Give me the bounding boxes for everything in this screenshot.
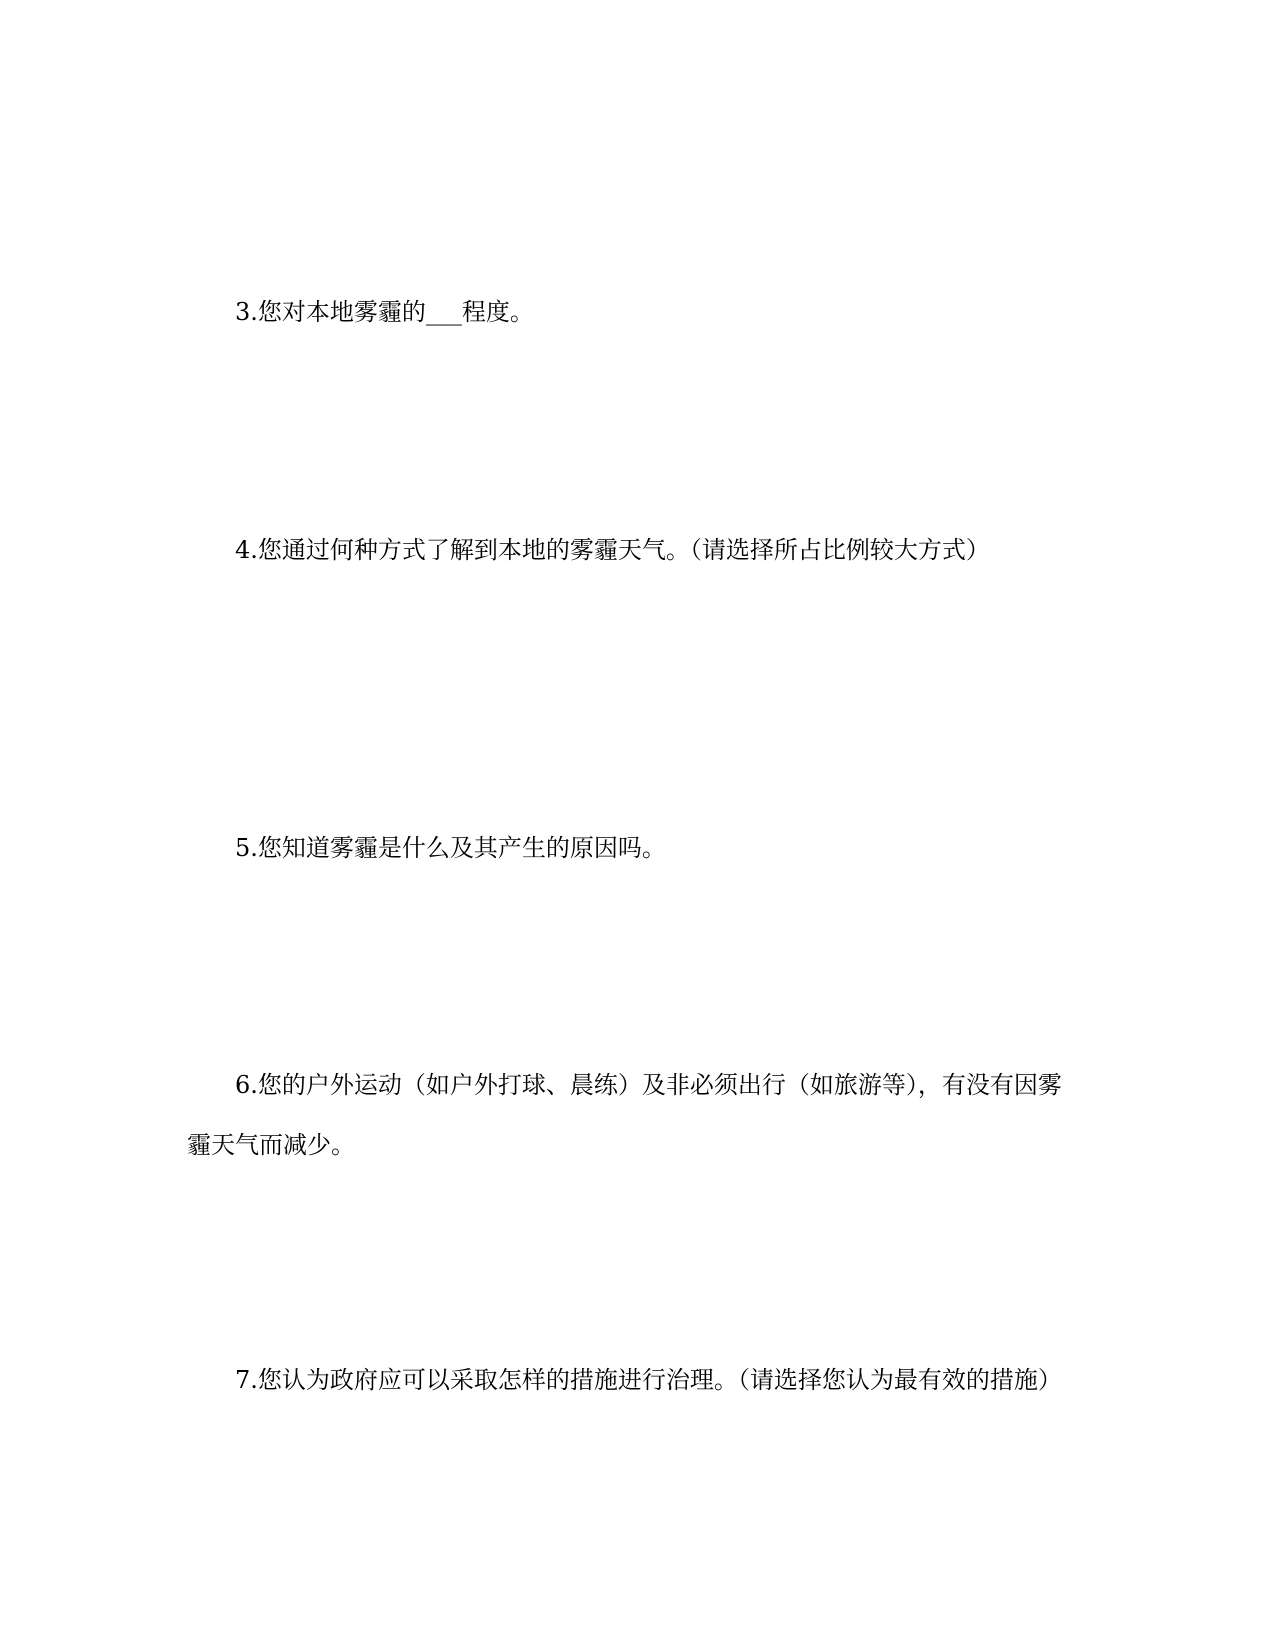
question-7: 7.您认为政府应可以采取怎样的措施进行治理。（请选择您认为最有效的措施） bbox=[235, 1366, 1062, 1394]
question-5: 5.您知道雾霾是什么及其产生的原因吗。 bbox=[235, 834, 666, 862]
question-6: 6.您的户外运动（如户外打球、晨练）及非必须出行（如旅游等），有没有因雾霾天气而减少。 bbox=[187, 1071, 1062, 1159]
question-4: 4.您通过何种方式了解到本地的雾霾天气。（请选择所占比例较大方式） bbox=[235, 536, 990, 564]
question-3: 3.您对本地雾霾的___程度。 bbox=[235, 298, 534, 326]
